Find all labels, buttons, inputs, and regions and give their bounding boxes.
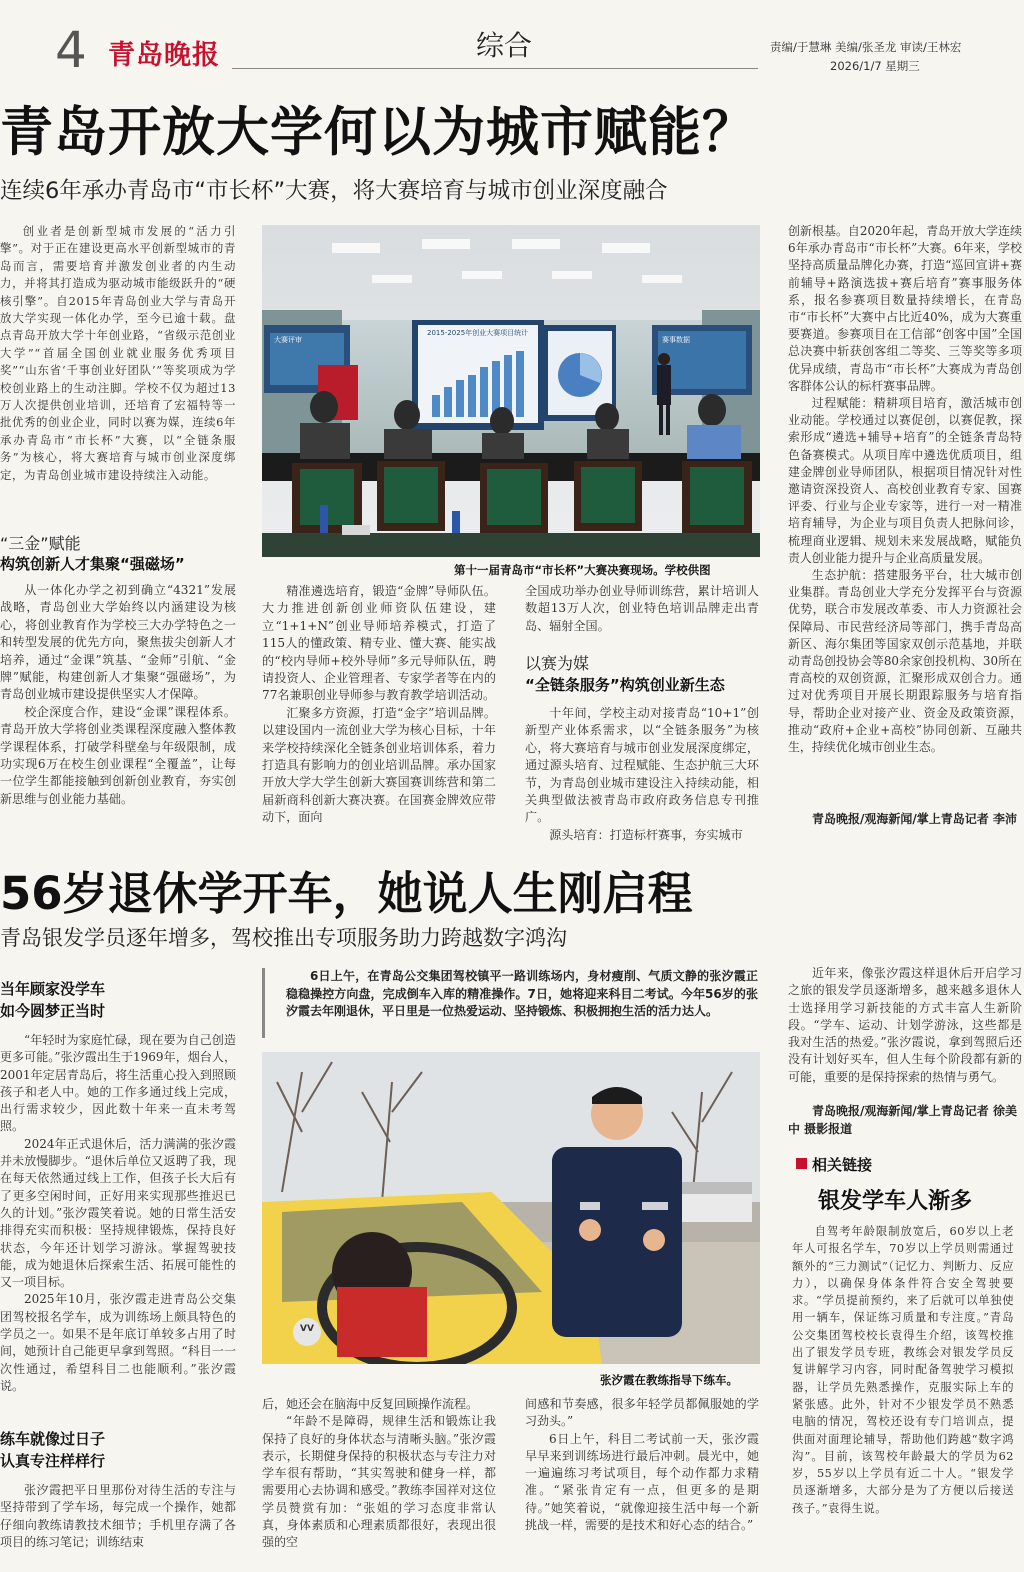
article2-subtitle: 青岛银发学员逐年增多，驾校推出专项服务助力跨越数字鸿沟 bbox=[0, 926, 567, 950]
a2-col1-bottom-paragraph: 张汐霞把平日里那份对待生活的专注与坚持带到了学车场，每完成一个操作，她都仔细向教练请教技术细节；手机里存满了各项目的练习笔记；训练结束 bbox=[0, 1483, 236, 1549]
driving-lesson-illustration bbox=[262, 1052, 760, 1364]
a2-col1-paragraph-1: “年轻时为家庭忙碌，现在要为自己创造更多可能。”张汐霞出生于1969年，烟台人，2001年定居青岛后，将生活重心投入到照顾孩子和老人中。她的工作多通过线上完成，出行需求较少，因此数十年来一直未考驾照。 bbox=[0, 1033, 236, 1134]
article2-col3 bbox=[525, 1396, 759, 1534]
masthead-logo: 青岛晚报 bbox=[108, 40, 220, 71]
editors-line: 责编/于慧琳 美编/张圣龙 审读/王林宏 bbox=[770, 40, 962, 54]
screen-label-left: 大赛评审 bbox=[274, 336, 302, 344]
col4-paragraph-2: 过程赋能：精耕项目培育，激活城市创业动能。学校通过以赛促创，以赛促教，探索形成“遴选+辅导+培育”的全链条青岛特色备赛模式。从项目库中遴选优质项目，组建金牌创业导师团队，根据项目情况针对性邀请资深投资人、高校创业教育专家、国赛评委、行业与企业专家等，进行一对一精准培育辅导，为企业与项目负责人把脉问诊，梳理商业逻辑、规划未来发展战略，赋能负责人创业能力提升与企业高质量发展。 bbox=[788, 396, 1022, 565]
article1-col2 bbox=[262, 583, 496, 827]
page-number: 4 bbox=[55, 21, 87, 79]
a2-col1-paragraph-3: 2025年10月，张汐霞走进青岛公交集团驾校报名学车，成为训练场上颇具特色的学员之一。如果不是年底订单较多占用了时间，她预计自己能更早拿到驾照。“科目一一次性通过，希望科目二也能顺利。”张汐霞说。 bbox=[0, 1292, 236, 1393]
a2-col1-paragraph-2: 2024年正式退休后，活力满满的张汐霞并未放慢脚步。“退休后单位又返聘了我，现在每天依然通过线上工作，但孩子长大后有了更多空闲时间，正好用来实现那些推迟已久的计划。”张汐霞笑着说。她的日常生活安排得充实而积极：坚持规律锻炼，保持良好状态，今年还计划学习游泳。掌握驾驶技能，成为她退休后探索生活、拓展可能性的又一项目标。 bbox=[0, 1136, 236, 1290]
article1-section2-title: “全链条服务”构筑创业新生态 bbox=[525, 676, 725, 694]
article1-section1-title: 构筑创新人才集聚“强磁场” bbox=[0, 555, 185, 573]
article1-photo-caption: 第十一届青岛市“市长杯”大赛决赛现场。学校供图 bbox=[454, 563, 711, 577]
conference-room-illustration bbox=[262, 225, 760, 557]
article1-section2-tag: 以赛为媒 bbox=[525, 654, 590, 673]
article1-subtitle: 连续6年承办青岛市“市长杯”大赛，将大赛培育与城市创业深度融合 bbox=[0, 178, 668, 204]
col3-paragraph-2: 源头培育：打造标杆赛事，夯实城市 bbox=[549, 827, 743, 842]
col3-paragraph-1: 十年间，学校主动对接青岛“10+1”创新型产业体系需求，以“全链条服务”为核心，将大赛培育与城市创业发展深度绑定，通过源头培育、过程赋能、生态护航三大环节，为青岛创业城市建设注入持续动能，相关典型做法被青岛市政府政务信息专刊推广。 bbox=[525, 706, 759, 825]
a2-col3-paragraph-2: 6日上午，科目二考试前一天，张汐霞早早来到训练场进行最后冲刺。晨光中，她一遍遍练习考试项目，每个动作都力求精准。“紧张肯定有一点，但更多的是期待。”她笑着说，“就像迎接生活中每一个新挑战一样，需要的是技术和好心态的结合。” bbox=[525, 1431, 759, 1533]
col2-paragraph-2: 汇聚多方资源，打造“金字”培训品牌。以建设国内一流创业大学为核心目标，十年来学校持续深化全链条创业培训体系，着力打造具有影响力的创业培训品牌。承办国家开放大学大学生创新大赛国赛训练营和第二届新商科创新大赛决赛。在国赛金牌效应带动下，面向 bbox=[262, 705, 496, 825]
section-name: 综合 bbox=[476, 29, 533, 62]
article2-section2-title-b: 认真专注样样行 bbox=[0, 1452, 106, 1470]
related-link-title: 银发学车人渐多 bbox=[818, 1188, 973, 1214]
article2-col4 bbox=[788, 965, 1022, 1086]
article2-byline: 青岛晚报/观海新闻/掌上青岛记者 徐美中 摄影报道 bbox=[788, 1104, 1017, 1136]
header-rule bbox=[232, 68, 758, 69]
article1-col4 bbox=[788, 223, 1022, 756]
col4-paragraph-1: 创新根基。自2020年起，青岛开放大学连续6年承办青岛市“市长杯”大赛。6年来，学校坚持高质量品牌化办赛，打造“巡回宣讲+赛前辅导+路演选拔+赛后培育”赛事服务体系，报名参赛项目数量持续增长，在青岛市“市长杯”大赛中占比近40%，成为大赛重要赛道。参赛项目在工信部“创客中国”全国总决赛中斩获创客组二等奖、三等奖等多项优异成绩，青岛市“市长杯”大赛成为青岛创客群体公认的标杆赛事品牌。 bbox=[788, 224, 1022, 393]
col2-paragraph-1: 精准遴选培育，锻造“金牌”导师队伍。大力推进创新创业师资队伍建设，建立“1+1+N”创业导师培养模式，打造了115人的懂政策、精专业、懂大赛、能实战的“校内导师+校外导师”多元导师队伍，聘请投资人、企业管理者、专家学者等在内的77名兼职创业导师参与教育教学培训活动。 bbox=[262, 584, 496, 703]
article2-col2 bbox=[262, 1396, 496, 1552]
article1-byline: 青岛晚报/观海新闻/掌上青岛记者 李沛 bbox=[812, 812, 1017, 826]
col3-top-paragraph: 全国成功举办创业导师训练营，累计培训人数超13万人次，创业特色培训品牌走出青岛、辐射全国。 bbox=[525, 584, 759, 633]
article1-photo bbox=[262, 225, 760, 557]
car-logo: VV bbox=[300, 1324, 314, 1334]
article2-section2-title-a: 练车就像过日子 bbox=[0, 1430, 106, 1448]
article1-col1 bbox=[0, 582, 236, 808]
a2-col4-paragraph: 近年来，像张汐霞这样退休后开启学习之旅的银发学员逐渐增多，越来越多退休人士选择用学习新技能的方式丰富人生新阶段。“学车、运动、计划学游泳，这些都是我对生活的热爱。”张汐霞说，拿到驾照后还没有计划好买车，但人生每个阶段都有新的可能，重要的是保持探索的热情与勇气。 bbox=[788, 966, 1022, 1084]
article1-section1-tag: “三金”赋能 bbox=[0, 534, 81, 553]
related-link-text: 自驾考年龄限制放宽后，60岁以上老年人可报名学车，70岁以上学员则需通过额外的“三力测试”（记忆力、判断力、反应力），以确保身体条件符合安全驾驶要求。“学员提前预约，来了后就可以单独使用一辆车，保证练习质量和专注度。”青岛公交集团驾校校长袁得生介绍，该驾校推出了银发学员专班，教练会对银发学员反复讲解学习内容，同时配备驾驶学习模拟器，让学员先熟悉操作，克服实际上车的紧张感。此外，针对不少银发学员不熟悉电脑的情况，驾校还设有专门培训点，提供面对面理论辅导，帮助他们跨越“数字鸿沟”。目前，该驾校年龄最大的学员为62岁，55岁以上学员有近二十人。“银发学员逐渐增多，大部分是为了方便以后接送孩子。”袁得生说。 bbox=[792, 1225, 1014, 1515]
a2-col2-paragraph-2: “年龄不是障碍，规律生活和锻炼让我保持了良好的身体状态与清晰头脑。”张汐霞表示，长期健身保持的积极状态与专注力对学车很有帮助，“其实驾驶和健身一样，都需要用心去协调和感受。”教练李国祥对这位学员赞赏有加：“张姐的学习态度非常认真，身体素质和心理素质都很好，表现出很强的空 bbox=[262, 1414, 496, 1550]
article2-section1-title-a: 当年顾家没学车 bbox=[0, 980, 106, 998]
article2-section1-title-b: 如今圆梦正当时 bbox=[0, 1002, 106, 1020]
article2-col1-bottom bbox=[0, 1482, 236, 1551]
date-line: 2026/1/7 星期三 bbox=[830, 59, 920, 73]
a2-col3-paragraph-1: 间感和节奏感，很多年轻学员都佩服她的学习劲头。” bbox=[525, 1397, 759, 1429]
related-link-marker bbox=[796, 1158, 807, 1169]
article2-intro: 6日上午，在青岛公交集团驾校镇平一路训练场内，身材瘦削、气质文静的张汐霞正稳稳操控方向盘，完成倒车入库的精准操作。7日，她将迎来科目二考试。今年56岁的张汐霞去年刚退休，平日里是一位热爱运动、坚持锻炼、积极拥抱生活的活力达人。 bbox=[286, 969, 758, 1018]
col1-paragraph-2: 校企深度合作，建设“金课”课程体系。青岛开放大学将创业类课程深度融入整体教学课程体系，打破学科壁垒与年级限制，成功实现6万在校生创业课程“全覆盖”，让每一位学生都能接触到创新创业教育，夯实创新思维与创业能力基础。 bbox=[0, 704, 236, 806]
article1-title: 青岛开放大学何以为城市赋能？ bbox=[0, 102, 756, 163]
article2-title: 56岁退休学开车，她说人生刚启程 bbox=[0, 867, 693, 920]
related-link-body bbox=[792, 1223, 1014, 1517]
col4-paragraph-3: 生态护航：搭建服务平台，壮大城市创业集群。青岛创业大学充分发挥平台与资源优势，联合市发展改革委、市人力资源社会保障局、市民营经济局等部门，携手青岛高新区、海尔集团等国家双创示范基地，并联动青岛创投协会等80余家创投机构、30所在青高校的双创资源，汇聚形成双创合力。通过对优秀项目开展长期跟踪服务与培育指导，帮助企业对接产业、资金及政策资源，推动“政府+企业+高校”协同创新、互融共生，持续优化城市创业生态。 bbox=[788, 568, 1022, 755]
screen-label-center: 2015-2025年创业大赛项目统计 bbox=[427, 329, 529, 337]
article1-col3-top bbox=[525, 583, 759, 635]
related-link-tag: 相关链接 bbox=[812, 1156, 873, 1174]
article2-photo-caption: 张汐霞在教练指导下练车。 bbox=[600, 1373, 738, 1387]
lead-text: 创业者是创新型城市发展的“活力引擎”。对于正在建设更高水平创新型城市的青岛而言，需要培育并激发创业者的内生动力，并将其打造成为驱动城市能级跃升的“硬核引擎”。自2015年青岛创业大学与青岛开放大学实现一体化办学，至今已逾十载。盘点青岛开放大学十年创业路，“省级示范创业大学”“首届全国创业就业服务优秀项目奖”“山东省‘千事创业好团队’”等奖项成为学校创业路上的生动注脚。学校不仅为超过13万人次提供创业培训，还培育了宏福特等一批优秀的创业企业，同时以赛为媒，连续6年承办青岛市“市长杯”大赛，以“全链条服务”为核心，将大赛培育与城市创业深度绑定，为青岛创业城市建设持续注入动能。 bbox=[0, 224, 236, 482]
article2-col1 bbox=[0, 1032, 236, 1395]
article2-photo bbox=[262, 1052, 760, 1364]
a2-col2-paragraph-1: 后，她还会在脑海中反复回顾操作流程。 bbox=[262, 1397, 479, 1411]
article1-lead bbox=[0, 223, 236, 484]
article2-intro-bar bbox=[262, 968, 265, 1038]
article1-col3 bbox=[525, 705, 759, 844]
col1-paragraph-1: 从一体化办学之初到确立“4321”发展战略，青岛创业大学始终以内涵建设为核心，将创业教育作为学校三大办学特色之一和转型发展的优先方向，聚焦拔尖创新人才培养，通过“金课”筑基、“金师”引航、“金牌”赋能，构建创新人才集聚“强磁场”，为青岛创业城市建设提供坚实人才保障。 bbox=[0, 583, 236, 702]
screen-label-right: 赛事数据 bbox=[662, 336, 690, 344]
